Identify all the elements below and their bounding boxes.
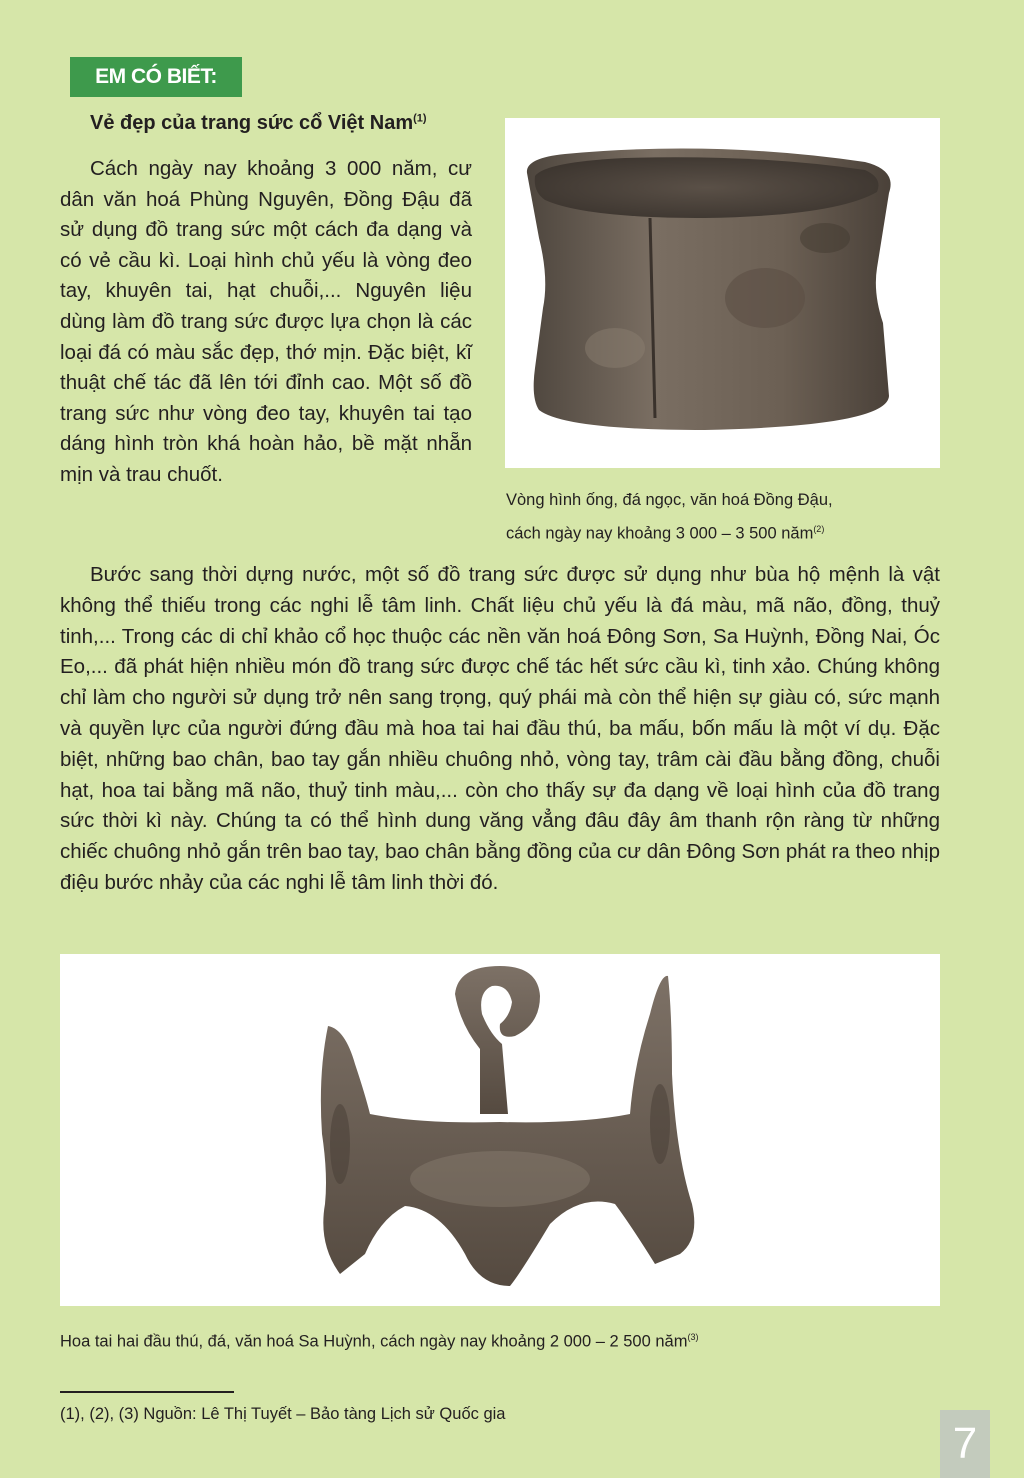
stone-bracelet-image [505,118,940,468]
earring-footnote-ref: (3) [687,1332,699,1342]
section-title-text: Vẻ đẹp của trang sức cổ Việt Nam [90,112,414,134]
earring-caption-text: Hoa tai hai đầu thú, đá, văn hoá Sa Huỳnh, cách ngày nay khoảng 2 000 – 2 500 năm [60,1332,688,1351]
earring-caption [60,1324,698,1355]
bracelet-footnote-ref: (2) [813,524,825,534]
main-paragraph: Bước sang thời dựng nước, một số đồ trang sức được sử dụng như bùa hộ mệnh là vật không thể thiếu trong các nghi lễ tâm linh. Chất liệu chủ yếu là đá màu, mã não, đồng, thuỷ tinh,... Trong các di chỉ khảo cổ học thuộc các nền văn hoá Đông Sơn, Sa Huỳnh, Đồng Nai, Óc Eo,... đã phát hiện nhiều món đồ trang sức được chế tác hết sức cầu kì, tinh xảo. Chúng không chỉ làm cho người sử dụng trở nên sang trọng, quý phái mà còn thể hiện sự giàu có, sức mạnh và quyền lực của người đứng đầu mà hoa tai hai đầu thú, ba mấu, bốn mấu là một ví dụ. Đặc biệt, những bao chân, bao tay gắn nhiều chuông nhỏ, vòng tay, trâm cài đầu bằng đồng, chuỗi hạt, hoa tai bằng mã não, thuỷ tinh màu,... còn cho thấy sự đa dạng về loại hình của đồ trang sức thời kì này. Chúng ta có thể hình dung văng vẳng đâu đây âm thanh rộn ràng từ những chiếc chuông nhỏ gắn trên bao tay, bao chân bằng đồng của cư dân Đông Sơn phát ra theo nhịp điệu bước nhảy của các nghi lễ tâm linh thời đó. [60,563,940,894]
page-number: 7 [940,1410,990,1478]
em-co-biet-badge: EM CÓ BIẾT: [70,57,242,97]
earring-photo [60,954,940,1306]
footnote-divider [60,1391,234,1393]
footnote: (1), (2), (3) Nguồn: Lê Thị Tuyết – Bảo tàng Lịch sử Quốc gia [60,1405,506,1423]
title-footnote-ref: (1) [413,112,427,125]
intro-paragraph: Cách ngày nay khoảng 3 000 năm, cư dân văn hoá Phùng Nguyên, Đồng Đậu đã sử dụng đồ trang sức một cách đa dạng và có vẻ cầu kì. Loại hình chủ yếu là vòng đeo tay, khuyên tai, hạt chuỗi,... Nguyên liệu dùng làm đồ trang sức được lựa chọn là các loại đá có màu sắc đẹp, thớ mịn. Đặc biệt, kĩ thuật chế tác đã lên tới đỉnh cao. Một số đồ trang sức như vòng đeo tay, khuyên tai tạo dáng hình tròn khá hoàn hảo, bề mặt nhẵn mịn và trau chuốt. [60,157,472,486]
bracelet-caption-line2-wrap [506,515,926,549]
bracelet-caption-line2: cách ngày nay khoảng 3 000 – 3 500 năm [506,524,814,543]
bracelet-caption [506,486,926,549]
bracelet-caption-line1: Vòng hình ống, đá ngọc, văn hoá Đồng Đậu, [506,491,833,509]
two-headed-animal-earring-image [60,954,940,1306]
bracelet-photo [505,118,940,468]
section-title [90,112,427,135]
